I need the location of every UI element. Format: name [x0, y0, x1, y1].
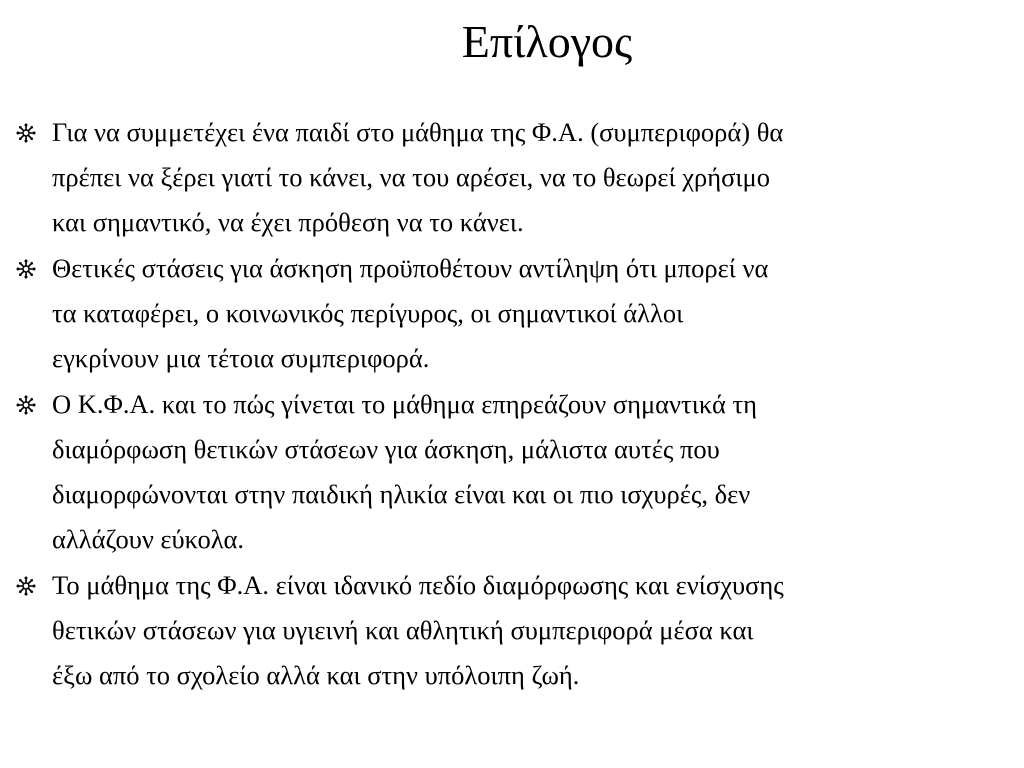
bullet-list	[12, 110, 1012, 698]
snowflake-asterisk-icon	[12, 246, 52, 291]
bullet-line: Για να συμμετέχει ένα παιδί στο μάθημα της Φ.Α. (συμπεριφορά) θα	[52, 117, 784, 147]
bullet-line: διαμόρφωση θετικών στάσεων για άσκηση, μάλιστα αυτές που	[52, 434, 720, 464]
bullet-text	[52, 563, 1012, 698]
snowflake-asterisk-icon	[12, 563, 52, 608]
bullet-item	[12, 563, 1012, 698]
bullet-item	[12, 382, 1012, 562]
bullet-line: Ο Κ.Φ.Α. και το πώς γίνεται το μάθημα επηρεάζουν σημαντικά τη	[52, 389, 757, 419]
bullet-line: έξω από το σχολείο αλλά και στην υπόλοιπη ζωή.	[52, 660, 580, 690]
bullet-text	[52, 246, 1012, 381]
bullet-line: διαμορφώνονται στην παιδική ηλικία είναι και οι πιο ισχυρές, δεν	[52, 479, 751, 509]
bullet-line: πρέπει να ξέρει γιατί το κάνει, να του αρέσει, να το θεωρεί χρήσιμο	[52, 162, 770, 192]
bullet-text	[52, 382, 1012, 562]
bullet-line: εγκρίνουν μια τέτοια συμπεριφορά.	[52, 343, 430, 373]
bullet-line: και σημαντικό, να έχει πρόθεση να το κάνει.	[52, 207, 524, 237]
slide-title: Επίλογος	[461, 16, 633, 67]
bullet-line: θετικών στάσεων για υγιεινή και αθλητική συμπεριφορά μέσα και	[52, 615, 754, 645]
bullet-line: αλλάζουν εύκολα.	[52, 524, 245, 554]
snowflake-asterisk-icon	[12, 382, 52, 427]
bullet-text	[52, 110, 1012, 245]
bullet-line: Θετικές στάσεις για άσκηση προϋποθέτουν αντίληψη ότι μπορεί να	[52, 253, 769, 283]
snowflake-asterisk-icon	[12, 110, 52, 155]
bullet-line: τα καταφέρει, ο κοινωνικός περίγυρος, οι σημαντικοί άλλοι	[52, 298, 684, 328]
bullet-item	[12, 110, 1012, 245]
bullet-line: Το μάθημα της Φ.Α. είναι ιδανικό πεδίο διαμόρφωσης και ενίσχυσης	[52, 570, 784, 600]
bullet-item	[12, 246, 1012, 381]
